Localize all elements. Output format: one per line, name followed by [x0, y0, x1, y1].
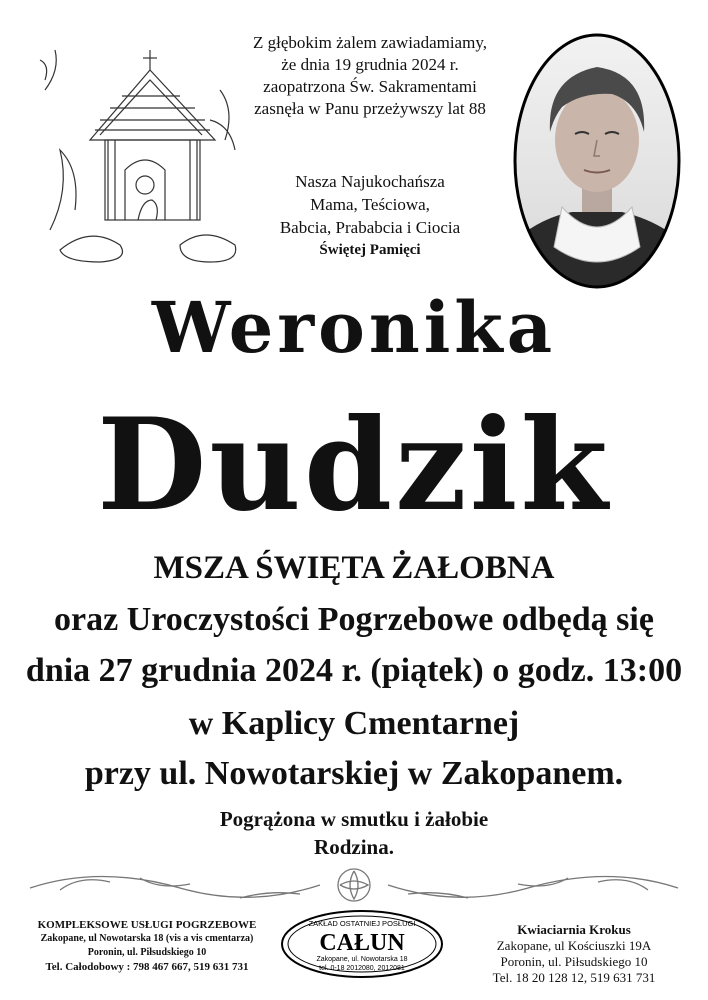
chapel-illustration [30, 30, 250, 265]
florist-ad [448, 922, 700, 986]
logo-tel: tel. 0-18 2012080, 2012081 [319, 965, 405, 972]
ad-address: Zakopane, ul Nowotarska 18 (vis a vis cmentarza) [40, 933, 254, 944]
calun-logo [278, 908, 446, 980]
funeral-services-ad [12, 918, 282, 974]
ornamental-divider [20, 860, 688, 910]
funeral-mass-title: MSZA ŚWIĘTA ŻAŁOBNA [153, 550, 555, 586]
service-address-line: przy ul. Nowotarskiej w Zakopanem. [84, 755, 624, 792]
logo-top-text: ZAKŁAD OSTATNIEJ POSŁUGI [308, 919, 416, 928]
florist-phone: Tel. 18 20 128 12, 519 631 731 [492, 970, 656, 985]
ad-phone: Tel. Całodobowy : 798 467 667, 519 631 731 [45, 961, 249, 973]
service-line: oraz Uroczystości Pogrzebowe odbędą się [54, 601, 654, 638]
family-line: Mama, Teściowa, [310, 195, 430, 214]
intro-line: Z głębokim żalem zawiadamiamy, [253, 33, 487, 52]
ad-address: Poronin, ul. Piłsudskiego 10 [87, 947, 207, 958]
family-line: Babcia, Prababcia i Ciocia [279, 218, 461, 237]
florist-address: Zakopane, ul Kościuszki 19A [496, 938, 652, 953]
mourners-line: Pogrążona w smutku i żałobie [219, 807, 489, 831]
family-line: Nasza Najukochańsza [295, 172, 445, 191]
service-date-line: dnia 27 grudnia 2024 r. (piątek) o godz. 13:00 [25, 652, 683, 689]
florist-title: Kwiaciarnia Krokus [517, 922, 631, 937]
intro-line: że dnia 19 grudnia 2024 r. [281, 55, 459, 74]
portrait-photo [512, 32, 682, 290]
florist-address: Poronin, ul. Piłsudskiego 10 [500, 954, 648, 969]
deceased-last-name: Dudzik [97, 391, 611, 539]
logo-name: CAŁUN [319, 930, 405, 956]
deceased-first-name: Weronika [151, 286, 557, 369]
mourners-family: Rodzina. [314, 835, 394, 859]
intro-line: zasnęła w Panu przeżywszy lat 88 [254, 99, 486, 118]
logo-address: Zakopane, ul. Nowotarska 18 [316, 956, 408, 963]
ad-title: KOMPLEKSOWE USŁUGI POGRZEBOWE [37, 919, 257, 931]
family-description [260, 170, 480, 262]
holy-memory-label: Świętej Pamięci [319, 242, 421, 258]
service-place-line: w Kaplicy Cmentarnej [188, 705, 520, 742]
announcement-intro [230, 32, 510, 120]
intro-line: zaopatrzona Św. Sakramentami [263, 77, 477, 96]
mourners [0, 805, 708, 861]
